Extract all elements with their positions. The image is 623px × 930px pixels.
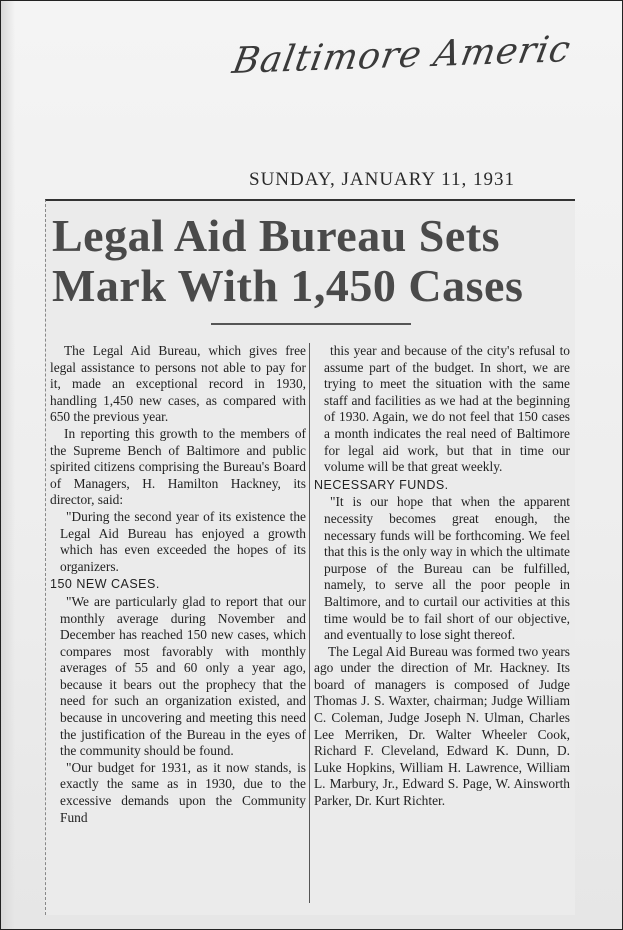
quote-block-4 (314, 494, 570, 643)
quote-budget: "Our budget for 1931, as it now stands, is exactly the same as in 1930, due to the excessive demands upon the Community Fund (60, 759, 306, 825)
quote-block-1 (50, 509, 306, 575)
newspaper-clipping (45, 199, 575, 915)
column-divider (309, 343, 310, 903)
subhead-new-cases: 150 NEW CASES. (50, 577, 160, 592)
quote-necessary-funds: "It is our hope that when the apparent necessity becomes great enough, the necessary funds will be forthcoming. We feel that this is the only way in which the ultimate purpose of the Bureau can be fulfilled, namely, to serve all the poor people in Baltimore, and to curtail our activities at this time would be to fail short of our objective, and eventually to lose sight thereof. (324, 494, 570, 643)
subhead-necessary-funds: NECESSARY FUNDS. (314, 477, 449, 492)
quote-monthly-average: "We are particularly glad to report that our monthly average during November and December has reached 150 new cases, which compares most favorably with monthly averages of 55 and 60 only a year ago, because it bears out the prophecy that the need for such an organization existed, and because in uncovering and meeting this need the justification of the Bureau in the eyes of the community should be found. (60, 593, 306, 759)
headline (52, 211, 575, 311)
quote-block-3 (314, 343, 570, 476)
headline-line-1: Legal Aid Bureau Sets (52, 210, 500, 261)
headline-rule (211, 323, 411, 325)
quote-second-year: "During the second year of its existence the Legal Aid Bureau has enjoyed a growth which has even exceeded the hopes of its organizers. (60, 508, 306, 574)
paragraph-report: In reporting this growth to the members of the Supreme Bench of Baltimore and public spirited citizens comprising the Bureau's Board of Managers, H. Hamilton Hackney, its director, said: (50, 425, 306, 508)
page-binding-edge (1, 1, 15, 929)
article-column-right (314, 343, 570, 810)
article-column-left (50, 343, 306, 826)
quote-block-2 (50, 594, 306, 826)
quote-budget-continued: this year and because of the city's refusal to assume part of the budget. In short, we are trying to meet the situation with the same staff and facilities as we had at the beginning of 1930. Again, we do not feel that 150 cases a month indicates the real need of Baltimore for legal aid work, but that in time our volume will be that great weekly. (324, 343, 570, 475)
handwritten-source-note: Baltimore Americ (229, 28, 575, 83)
paragraph-board-of-managers: The Legal Aid Bureau was formed two years ago under the direction of Mr. Hackney. Its board of managers is composed of Judge Thomas J. S. Waxter, chairman; Judge William C. Coleman, Judge Joseph N. Ulman, Charles Lee Merriken, Dr. Walter Wheeler Cook, Richard F. Cleveland, Edward K. Dunn, D. Luke Hopkins, William H. Lawrence, William L. Marbury, Jr., Edward S. Page, W. Ainsworth Parker, Dr. Kurt Richter. (314, 643, 570, 809)
dateline: SUNDAY, JANUARY 11, 1931 (249, 169, 515, 190)
headline-line-2: Mark With 1,450 Cases (52, 260, 524, 311)
paragraph-intro: The Legal Aid Bureau, which gives free legal assistance to persons not able to pay for it, made an exceptional record in 1930, handling 1,450 new cases, as compared with 650 the previous year. (50, 343, 306, 425)
